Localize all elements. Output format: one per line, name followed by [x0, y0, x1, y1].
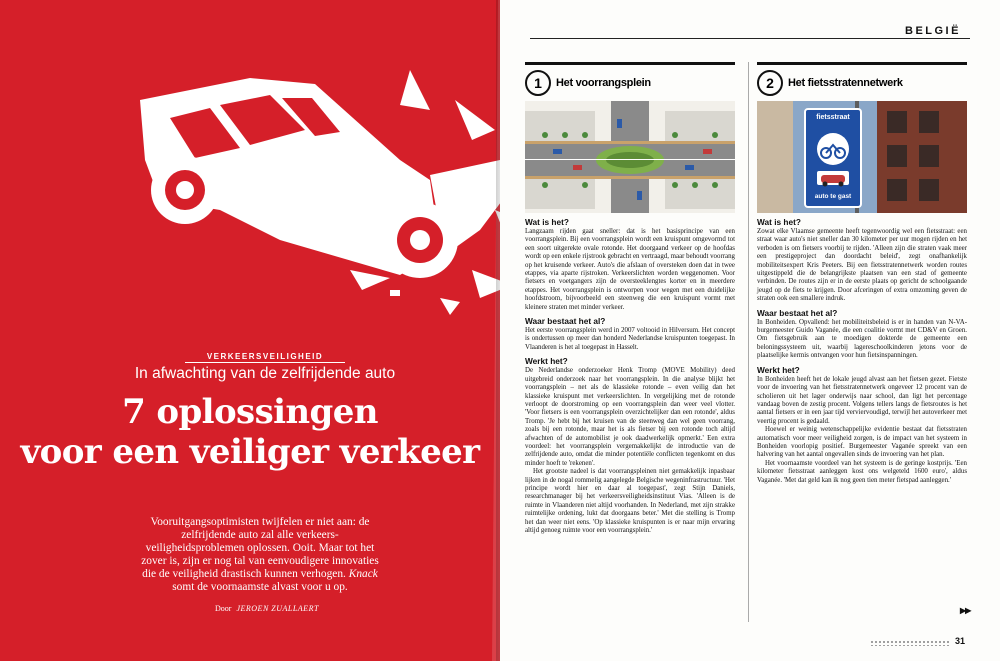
column-header: [525, 69, 735, 97]
answer-works-continued: Het grootste nadeel is dat voorrangspleinen niet gemakkelijk inpasbaar lijken in de nogal rommelig aangelegde Belgische wegeninfrastructuur. 'Het principe wordt hier en daar al toegepast', zegt Stijn Daniels, researchmanager bij het verkeersveiligheidsinstituut Vias. 'Alleen is de ruimte in Vlaanderen niet altijd voorhanden. In Nederland, met zijn strakke ruimtelijke ordening, lukt dat doorgaans beter.' Met die stelling is Tromp het dan weer niet eens. 'Op klassieke kruispunten is er naar mijn ervaring altijd genoeg ruimte voor een voorrangsplein.': [525, 468, 735, 534]
sign-top-text: fietsstraat: [816, 114, 850, 121]
answer-works: De Nederlandse onderzoeker Henk Tromp (MOVE Mobility) deed uitgebreid onderzoek naar het voorrangsplein. In die analyse blijkt het voorrangsplein – net als de klassieke rotonde – even veilig dan het klassieke kruispunt met verkeerslichten. In vergelijking met de rotonde verloopt de doorstroming op een voorrangsplein dan weer veel vlotter. 'Voor fietsers is een voorrangsplein overzichtelijker dan een rotonde', aldus Tromp. 'Je hebt bij het kruisen van de steenweg dan wel geen voorrang, zoals bij een rotonde, maar het is als fietser bij een rotonde toch altijd afwachten of de automobilist je ook daadwerkelijk opmerkt.' Een extra voordeel: het voorrangsplein vergemakkelijkt de introductie van de zelfrijdende auto, omdat die minder potentiële conflicten tegenkomt en dus minder hoeft te 'rekenen'.: [525, 367, 735, 467]
headline-line-2: voor een veiliger verkeer: [20, 432, 480, 472]
column-header: [757, 69, 967, 97]
intersection-plan-image: [525, 101, 735, 213]
car-wheel-front: [151, 156, 219, 224]
header-rule: [530, 38, 970, 39]
question-where: Waar bestaat het al?: [757, 307, 838, 318]
answer-works-continued: Hoewel er weinig wetenschappelijke evidentie bestaat dat fietsstraten automatisch voor meer veiligheid zorgen, is de impact van het systeem in Bonheiden voorlopig positief. Burgemeester Vaganée spreekt van een halvering van het aantal ongevallen sinds de invoering van het plan.: [757, 426, 967, 459]
answer-works: In Bonheiden heeft het de lokale jeugd alvast aan het fietsen gezet. Fietste voor de invoering van het fietsstratennetwerk ongeveer 12 procent van de scholieren uit het lager onderwijs naar school, dan ligt het percentage vandaag boven de zestig procent. Volgens tellers langs de fietsroutes is het aantal fietsers er in een jaar tijd verviervoudigd, terwijl het autoverkeer met veertig procent is gedaald.: [757, 375, 967, 425]
roundabout-plan-drawing: [525, 101, 735, 213]
answer-where: Het eerste voorrangsplein werd in 2007 voltooid in Hilversum. Het concept is ondertussen op meer dan honderd Nederlandse kruispunten toegepast. In Vlaanderen is het al toegepast in Hasselt.: [525, 327, 735, 351]
question-works: Werkt het?: [757, 364, 800, 375]
lead-text-2: somt de voornaamste alvast voor u op.: [172, 580, 348, 593]
article-headline: [0, 392, 500, 472]
sign-bottom-text: auto te gast: [814, 193, 852, 200]
column-divider: [748, 62, 749, 622]
column-rule: [525, 62, 735, 65]
footer-dot-pattern: [870, 640, 950, 646]
solution-title: Het fietsstratennetwerk: [788, 77, 903, 89]
solution-number-badge: 2: [757, 70, 783, 96]
answer-works-advantage: Het voornaamste voordeel van het systeem is de geringe kostprijs. 'Een kilometer fietsstraat aanleggen kost ons welgeteld 1600 euro', aldus Vaganée. 'Met dat geld kan ik nog geen tien meter fietspad aanleggen.': [757, 459, 967, 484]
answer-where: In Bonheiden. Opvallend: het mobiliteitsbeleid is er in handen van N-VA-burgemeester Guido Vaganée, die een coalitie vormt met CD&V en Groen. Om fietsgebruik aan te moedigen dokterde de gemeente een beloningssysteem uit, waarbij lagereschoolkinderen jetons voor de plaatselijke kermis ontvangen voor hun fietsinspanningen.: [757, 318, 967, 360]
solution-number-badge: 1: [525, 70, 551, 96]
lead-brand: Knack: [348, 567, 378, 580]
question-where: Waar bestaat het al?: [525, 316, 606, 327]
section-label: BELGIË: [905, 25, 961, 37]
byline-prefix: Door: [215, 604, 232, 613]
question-what: Wat is het?: [757, 217, 801, 227]
article-lead: [140, 516, 380, 593]
solution-title: Het voorrangsplein: [556, 77, 651, 89]
bicycle-street-sign-photo: [757, 101, 967, 213]
question-works: Werkt het?: [525, 356, 568, 367]
headline-line-1: 7 oplossingen: [122, 392, 378, 432]
article-subtitle: In afwachting van de zelfrijdende auto: [134, 365, 396, 382]
solution-column-1: [525, 62, 735, 535]
byline-author: JEROEN ZUALLAERT: [236, 604, 319, 613]
answer-what: Langzaam rijden gaat sneller: dat is het basisprincipe van een voorrangsplein. Bij een voorrangsplein wordt een kruispunt omgevormd tot een soort uitgerekte ovale rotonde. Het doorgaand verkeer op de hoofdas wordt op een enkele rijstrook gebracht en vertraagd, maar behoudt voorrang op het kruisende verkeer. Auto's die afslaan of oversteken doen dat in twee etappes, via aparte rijstroken. Verkeerslichten worden weggenomen. Voor fietsers en voetgangers zijn de oversteeklengtes korter en in meerdere etappes. Het voorrangsplein is ontworpen voor wegen met een duidelijke hoofdstroom, bijvoorbeeld een steenweg die een kruispunt vormt met kleinere straten met minder verkeer.: [525, 228, 735, 311]
question-what: Wat is het?: [525, 217, 569, 227]
page-number: 31: [955, 636, 966, 646]
solution-column-2: [757, 62, 967, 485]
continue-arrow-icon: ▶▶: [960, 606, 971, 615]
street-scene: [757, 101, 967, 213]
section-kicker: VERKEERSVEILIGHEID: [185, 352, 345, 363]
column-rule: [757, 62, 967, 65]
answer-what: Zowat elke Vlaamse gemeente heeft tegenwoordig wel een fietsstraat: een straat waar auto's niet sneller dan 30 kilometer per uur mogen rijden en het verboden is om fietsers voorbij te rijden. 'Alleen zijn die straten vaak meer een prestigeproject dan doordacht beleid', zegt onafhankelijk mobiliteitsexpert Kris Peeters. Bij een fietsstratennetwerk worden routes uitgestippeld die de belangrijkste plaatsen van een stad of gemeente verbinden. De routes zijn er in de eerste plaats op gericht de schoolgaande jeugd op de fiets te krijgen. Door afceringen of extra omzoming geven de straten ook een smallere indruk.: [757, 228, 967, 303]
page-edge-tear: [440, 0, 500, 661]
lead-text-1: Vooruitgangsoptimisten twijfelen er niet aan: de zelfrijdende auto zal alle verkeers-veiligheidsproblemen oplossen. Ooit. Maar tot het zover is, zijn er nog tal van eenvoudigere innovaties die de veiligheid drastisch kunnen verhogen.: [141, 516, 379, 580]
byline: [215, 604, 319, 613]
